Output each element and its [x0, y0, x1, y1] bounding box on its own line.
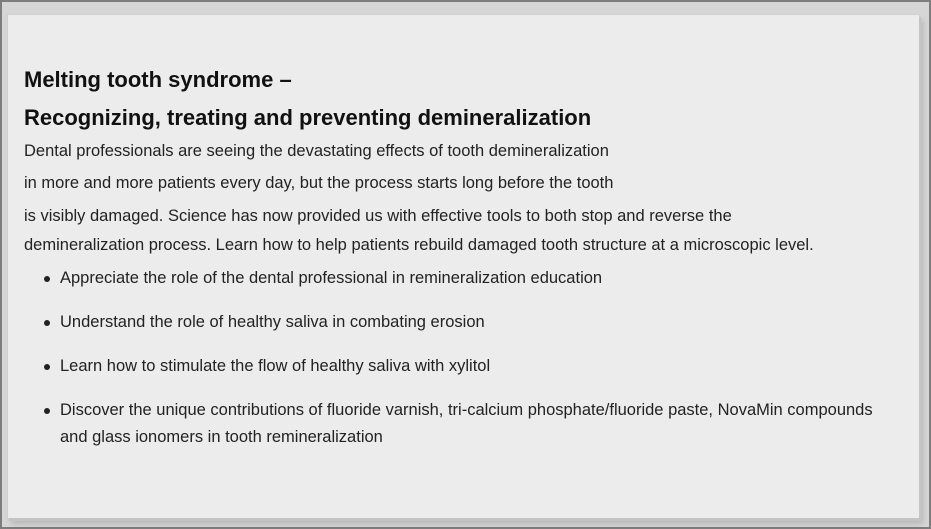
list-item — [24, 353, 904, 380]
content-panel — [7, 14, 919, 518]
list-item-text: Discover the unique contributions of fluoride varnish, tri-calcium phosphate/fluoride paste, NovaMin compounds and glass ionomers in tooth remineralization — [60, 401, 873, 446]
objectives-list — [24, 265, 904, 451]
bullet-icon — [44, 408, 50, 414]
list-item — [24, 265, 904, 292]
title-line-2: Recognizing, treating and preventing demineralization — [24, 105, 592, 130]
list-item-text: Understand the role of healthy saliva in combating erosion — [60, 313, 485, 331]
bullet-icon — [44, 364, 50, 370]
paragraph-line: is visibly damaged. Science has now provided us with effective tools to both stop and reverse the — [24, 207, 732, 225]
list-item — [24, 309, 904, 336]
bullet-icon — [44, 320, 50, 326]
paragraph-line: in more and more patients every day, but the process starts long before the tooth — [24, 174, 614, 192]
document-body — [24, 61, 904, 468]
bullet-icon — [44, 276, 50, 282]
paragraph-line: demineralization process. Learn how to help patients rebuild damaged tooth structure at a microscopic level. — [24, 236, 814, 254]
title-line-1: Melting tooth syndrome – — [24, 67, 292, 92]
list-item-text: Learn how to stimulate the flow of healthy saliva with xylitol — [60, 357, 491, 375]
list-item-text: Appreciate the role of the dental professional in remineralization education — [60, 269, 603, 287]
list-item — [24, 397, 904, 451]
paragraph-line: Dental professionals are seeing the devastating effects of tooth demineralization — [24, 142, 609, 160]
